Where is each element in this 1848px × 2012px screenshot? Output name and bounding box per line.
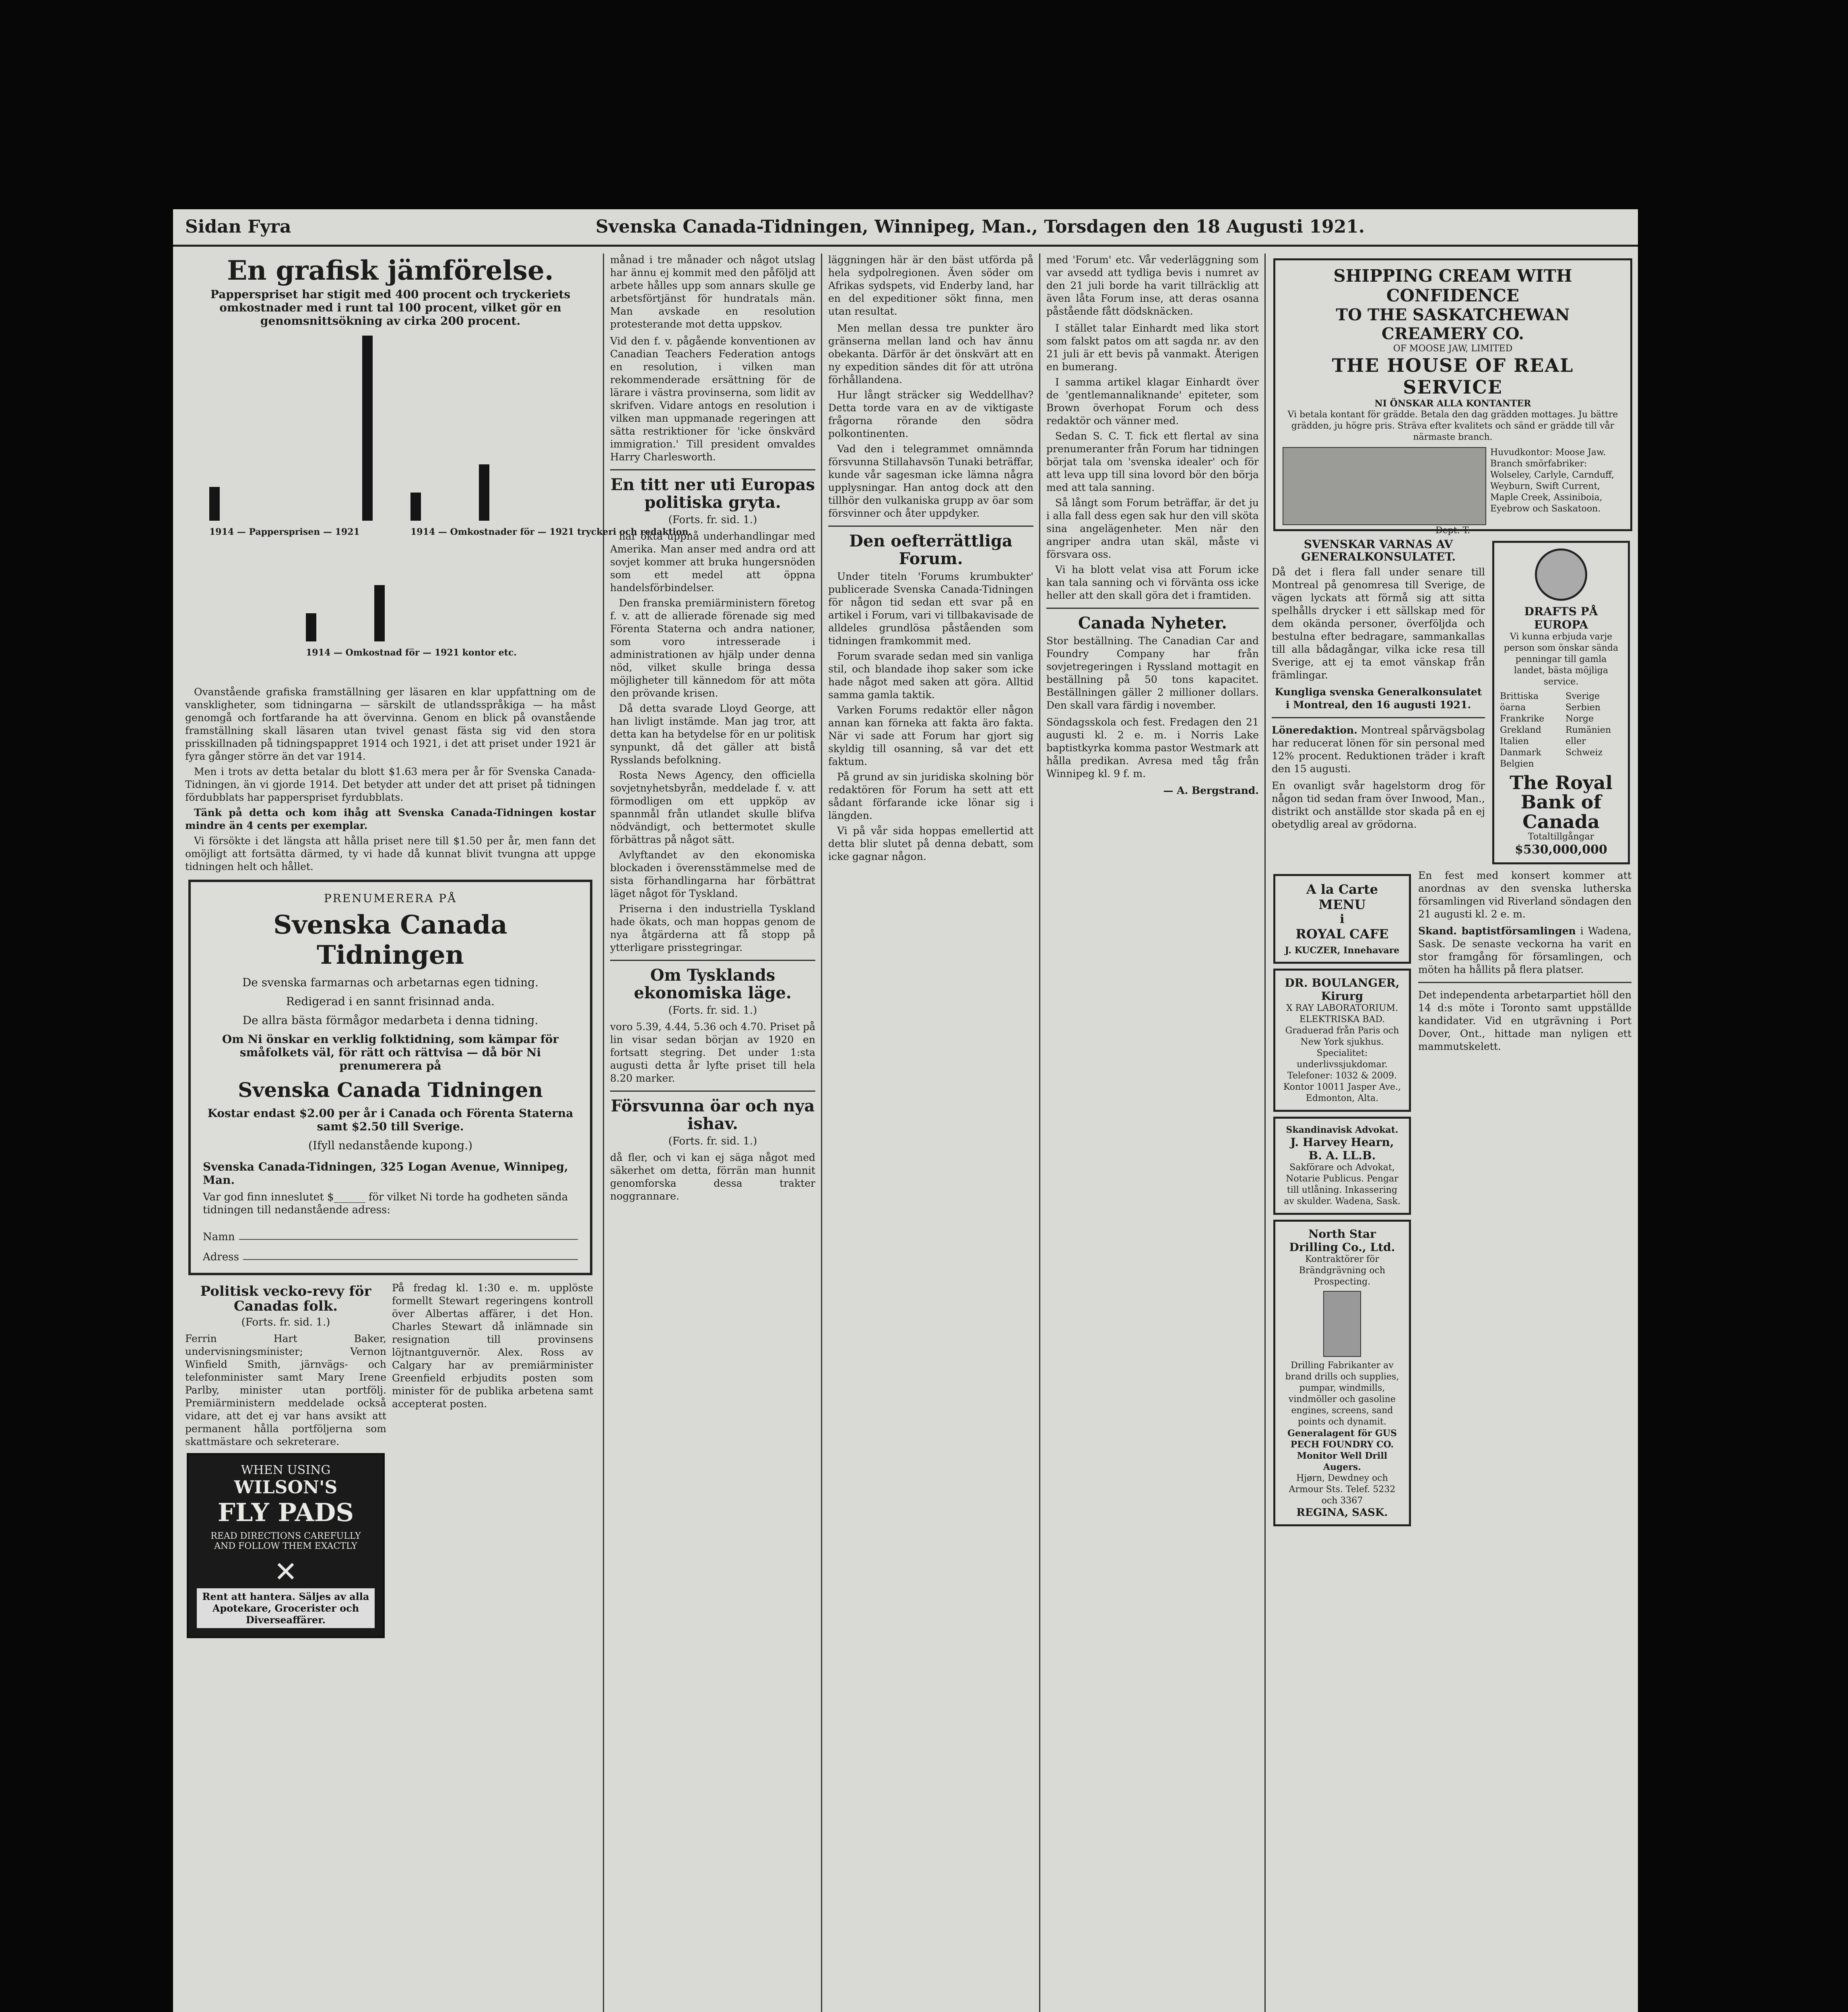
bank-country: Serbien — [1565, 703, 1600, 713]
column-2 — [610, 254, 815, 2012]
subscribe-line: Redigerad i en sannt frisinnad anda. — [286, 994, 495, 1008]
bank-text: Vi kunna erbjuda varje person som önskar sända penningar till gamla landet, bästa möjliga service. — [1504, 632, 1619, 687]
baptist-head: Skand. baptistförsamlingen — [1418, 925, 1576, 937]
lawyer-ad — [1273, 1117, 1411, 1215]
warning-body: Då det i flera fall under senare till Montreal på genomresa till Sverige, de vägen lyckats att förmå sig att sitta spelhålls drycker i ett sällskap med för dem okända personer, överföljda och bestulna efter bedragare, sammankallas till alla bådagångar, vilka icke resa till Sverige, att ej ta emot vänskap från främlingar. — [1272, 566, 1485, 681]
forum-body — [828, 570, 1033, 863]
creamery-line: Vi betala kontant för grädde. Betala den dag grädden mottages. Ju bättre grädden, ju högre pris. Sträva efter kvalitets och sänd er grädde till vår närmaste branch. — [1287, 410, 1618, 442]
subscribe-line: De allra bästa förmågor medarbeta i denna tidning. — [242, 1013, 538, 1027]
chart-bar — [362, 336, 373, 521]
creamery-line: OF MOOSE JAW, LIMITED — [1393, 344, 1513, 354]
flypads-directions: READ DIRECTIONS CAREFULLY AND FOLLOW THEM EXACTLY — [210, 1531, 361, 1552]
paragraph: I stället talar Einhardt med lika stort som falskt patos om att sagda nr. av den 21 juli är ett bevis på vanmakt. Återigen en bumerang. — [1046, 322, 1259, 373]
flypads-ad — [187, 1453, 385, 1638]
royal-bank-ad — [1492, 541, 1630, 864]
chart-bar — [374, 585, 385, 641]
page-label: Sidan Fyra — [185, 216, 291, 237]
subscribe-address: Svenska Canada-Tidningen, 325 Logan Avenue, Winnipeg, Man. — [203, 1160, 568, 1187]
fly-icon: ✕ — [274, 1555, 298, 1589]
cafe-line: i — [1340, 912, 1345, 926]
subscribe-kicker: PRENUMERERA PÅ — [324, 891, 457, 905]
north-star-line: Hjørn, Dewdney och Armour Sts. Telef. 5232 och 3367 — [1289, 1473, 1396, 1506]
column-rule — [1264, 254, 1266, 2012]
bank-assets: $530,000,000 — [1515, 842, 1607, 857]
chart-bar — [410, 493, 421, 521]
cafe-line: A la Carte — [1306, 881, 1378, 897]
doctor-line: X RAY LABORATORIUM. ELEKTRISKA BAD. — [1286, 1003, 1398, 1025]
paragraph: Forum svarade sedan med sin vanliga stil, och blandade ihop saker som icke hade något med saken att göra. Alltid samma gamla taktik. — [828, 650, 1033, 701]
creamery-slogan: THE HOUSE OF REAL SERVICE — [1332, 355, 1574, 398]
bank-country: Frankrike — [1500, 714, 1545, 724]
paragraph: Varken Forums redaktör eller någon annan kan förneka att fakta äro fakta. När vi sade att Forum har gjort sig skyldig till osanning, så var det ett faktum. — [828, 704, 1033, 767]
chart-bar — [479, 464, 489, 521]
bank-country: Danmark — [1500, 748, 1541, 758]
bank-country: eller Schweiz — [1565, 736, 1603, 758]
subscribe-title-2: Svenska Canada Tidningen — [238, 1078, 543, 1102]
column-rule — [603, 254, 604, 2012]
europe-body — [610, 530, 815, 954]
paragraph: Då detta svarade Lloyd George, att han livligt instämde. Man jag tror, att detta kan ha betydelse för en ur politisk synpunkt, då det gäller att bistå Rysslands befolkning. — [610, 703, 815, 766]
lawyer-line: Sakförare och Advokat, Notarie Publicus. Pengar till utlåning. Inkassering av skulder. Wadena, Sask. — [1284, 1162, 1400, 1206]
cafe-ad — [1273, 874, 1411, 964]
paragraph: Vad den i telegrammet omnämnda försvunna Stillahavsön Tunaki beträffar, kunde vår sagesman icke lämna några upplysningar. Han antog dock att den tillhör den vulkaniska grupp av öar som försvinner och åter uppdyker. — [828, 443, 1033, 519]
revy-sub: (Forts. fr. sid. 1.) — [241, 1316, 330, 1329]
paragraph: Tänk på detta och kom ihåg att Svenska Canada-Tidningen kostar mindre än 4 cents per exemplar. — [185, 806, 596, 831]
paragraph: På grund av sin juridiska skolning bör redaktören för Forum ha sett att ett sådant förfarande icke lönar sig i längden. — [828, 771, 1033, 821]
canada-news-body: Stor beställning. The Canadian Car and Foundry Company har från sovjetregeringen i Ryssland mottagit en beställning på 50 tons kapacitet. Beställningen gäller 2 millioner dollars. Den skall vara färdig i november. — [1046, 635, 1259, 711]
article-body — [185, 686, 596, 873]
address-label: Adress — [203, 1251, 239, 1263]
bank-country: Italien — [1500, 736, 1529, 746]
paragraph: Vi på vår sida hoppas emellertid att detta blir slutet på denna debatt, som icke gagnar någon. — [828, 825, 1033, 862]
germany-headline: Om Tysklands ekonomiska läge. — [634, 966, 792, 1002]
article-subhead: Papperspriset har stigit med 400 procent och tryckeriets omkostnader med i runt tal 100 procent, vilket gör en genomsnittsökning av cirka 200 procent. — [210, 287, 571, 328]
canada-news-body: Söndagsskola och fest. Fredagen den 21 augusti kl. 2 e. m. i Norris Lake baptistkyrka komma pastor Westmark att hålla predikan. Avresa med tåg från Winnipeg kl. 9 f. m. — [1046, 716, 1259, 779]
islands-headline: Försvunna öar och nya ishav. — [610, 1097, 815, 1133]
chart-svg — [185, 332, 692, 686]
flypads-tagline: Rent att hantera. Säljes av alla Apotekare, Grocerister och Diverseaffärer. — [197, 1588, 375, 1628]
chart-group-label: 1914 — Pappersprisen — 1921 — [209, 526, 360, 537]
article-headline: En grafisk jämförelse. — [227, 255, 554, 286]
address-field[interactable] — [243, 1246, 578, 1260]
paragraph: Vid den f. v. pågående konventionen av Canadian Teachers Federation antogs en resolution, i vilken man rekommenderade ersättning för de lärare i västra provinserna, som lidit av skrifven. Vidare antogs en resolution i vilken man uppmanade regeringen att sätta restriktioner för 'icke önskvärd immigration.' Till president omvaldes Harry Charlesworth. — [610, 335, 815, 463]
bank-assets-label: Totaltillgångar — [1528, 831, 1594, 842]
signature: — A. Bergstrand. — [1163, 785, 1259, 796]
creamery-line: TO THE SASKATCHEWAN CREAMERY CO. — [1336, 305, 1570, 343]
bar-chart — [185, 332, 692, 686]
page-header — [173, 209, 1638, 247]
north-star-line: Generalagent för GUS PECH FOUNDRY CO. Monitor Well Drill Augers. — [1287, 1428, 1397, 1472]
subscribe-line: Om Ni önskar en verklig folktidning, som kämpar för småfolkets väl, för rätt och rättvisa — då bör Ni prenumerera på — [222, 1032, 559, 1072]
paragraph: Hur långt sträcker sig Weddellhav? Detta torde vara en av de viktigaste frågorna rörande den södra polkontinenten. — [828, 389, 1033, 439]
forum-headline: Den oefterrättliga Forum. — [849, 532, 1013, 568]
column-1 — [185, 254, 692, 2012]
chart-group-label: 1914 — Omkostnader för — 1921 tryckeri och redaktion. — [410, 526, 692, 537]
subscribe-line: De svenska farmarnas och arbetarnas egen tidning. — [242, 975, 539, 989]
bank-seal-icon — [1535, 548, 1587, 601]
bottom-body: Det independenta arbetarpartiet höll den 14 d:s möte i Toronto samt uppställde kandidater. Vid en utgrävning i Port Dover, Ont., hittade man nyligen ett mammutskelett. — [1418, 989, 1631, 1052]
paragraph: I samma artikel klagar Einhardt över de 'gentlemannaliknande' epiteter, som Brown överhopat Forum och dess redaktör och vänner med. — [1046, 376, 1259, 427]
canada-news-headline: Canada Nyheter. — [1078, 614, 1227, 633]
subscribe-box — [188, 880, 592, 1275]
bank-country: Belgien — [1500, 759, 1534, 769]
baptist-body — [1418, 925, 1631, 976]
subscribe-order: Var god finn inneslutet $______ för vilket Ni torde ha godheten sända tidningen till nedanstående adress: — [203, 1191, 568, 1216]
revy-headline: Politisk vecko-revy för Canadas folk. — [200, 1283, 371, 1314]
column-rule — [821, 254, 822, 2012]
creamery-line: SHIPPING CREAM WITH CONFIDENCE — [1333, 266, 1572, 305]
north-star-name: North Star Drilling Co., Ltd. — [1289, 1227, 1395, 1254]
paragraph: med 'Forum' etc. Vår vederläggning som var avsedd att tydliga bevis i numret av den 21 juli borde ha varit tillräcklig att även låta Forum inse, att deras osanna påstående fått dödsknäcken. — [1046, 254, 1259, 317]
bank-country: Grekland — [1500, 725, 1541, 735]
north-star-ad — [1273, 1220, 1411, 1526]
paragraph: Sedan S. C. T. fick ett flertal av sina prenumeranter från Forum har tidningen börjat tala om 'svenska idealer' och för att leva upp till sina lovord bör den börja med att tala sanning. — [1046, 430, 1259, 493]
paragraph: Vi ha blott velat visa att Forum icke kan tala sanning och vi förvänta oss icke heller att den skall göra det i framtiden. — [1046, 564, 1259, 601]
creamery-dept: Dept. T. — [1435, 526, 1470, 536]
paragraph: Ovanstående grafiska framställning ger läsaren en klar uppfattning om de vanskligheter, som tidningarna — särskilt de utlandsspråkiga — ha måst genomgå och fortfarande ha att övervinna. Genom en blick på ovanstående framställning skall läsaren utan tvivel genast fästa sig vid den stora prisskillnaden på tidningspappret 1914 och 1921, i det att priset under 1921 är fyra gånger större än det var 1914. — [185, 686, 596, 762]
creamery-line: NI ÖNSKAR ALLA KONTANTER — [1374, 398, 1531, 409]
north-star-city: REGINA, SASK. — [1296, 1506, 1388, 1519]
masthead: Svenska Canada-Tidningen, Winnipeg, Man., Torsdagen den 18 Augusti 1921. — [596, 216, 1365, 237]
north-star-line: Kontraktörer för Brändgrävning och Prospecting. — [1299, 1254, 1386, 1287]
cafe-line: MENU — [1318, 897, 1366, 912]
lawyer-name: J. Harvey Hearn, B. A. LL.B. — [1290, 1135, 1394, 1162]
chart-group-label: 1914 — Omkostnad för — 1921 kontor etc. — [306, 647, 517, 658]
paragraph: månad i tre månader och något utslag har ännu ej kommit med den påföljd att arbete hålles upp som annars skulle ge arbetsförtjänst för hundratals män. Man avskade en resolution protesterande mot detta uppskov. — [610, 254, 815, 330]
lawyer-line: Skandinavisk Advokat. — [1286, 1124, 1398, 1135]
germany-sub: (Forts. fr. sid. 1.) — [668, 1004, 757, 1016]
paragraph: Under titeln 'Forums krumbukter' publicerade Svenska Canada-Tidningen för någon tid sedan ett svar på en artikel i Forum, vari vi tillbakavisade de alldeles grundlösa påståenden som tidningen framkommit med. — [828, 571, 1033, 647]
concert-body: En fest med konsert kommer att anordnas av den svenska lutherska församlingen vid Riverland söndagen den 21 augusti kl. 2 e. m. — [1418, 869, 1631, 920]
polar-body — [828, 322, 1033, 520]
cafe-owner: J. KUCZER, Innehavare — [1285, 945, 1400, 956]
subscribe-title: Svenska Canada Tidningen — [273, 909, 507, 970]
bank-country: Sverige — [1565, 691, 1600, 701]
paragraph: har ökta uppnå underhandlingar med Amerika. Man anser med andra ord att sovjet kommer att bruka hungersnöden som ett medel att öppna handelsförbindelser. — [610, 530, 815, 594]
column-5 — [1272, 254, 1634, 2012]
doctor-name: DR. BOULANGER, Kirurg — [1285, 976, 1400, 1003]
paragraph: Den franska premiärministern företog f. v. att de allierade förenade sig med Förenta Staterna och andra nationer, som voro intresserade i administrationen av hjälp under denna nöd, vilket skulle bringa dessa möjligheter till kännedom för att möta den prövande krisen. — [610, 597, 815, 699]
column-3 — [828, 254, 1033, 2012]
name-field[interactable] — [239, 1226, 578, 1240]
bank-name: The Royal Bank of Canada — [1510, 772, 1613, 833]
flypads-top: WHEN USING — [241, 1463, 331, 1478]
north-star-line: Drilling Fabrikanter av brand drills och supplies, pumpar, windmills, vindmöller och gasoline engines, screens, sand points och dynamit. — [1285, 1360, 1399, 1427]
creamery-branches: Huvudkontor: Moose Jaw. Branch smörfabriker: Wolseley, Carlyle, Carnduff, Weyburn, Swift Current, Maple Creek, Assiniboia, Eyebrow och Saskatoon. — [1490, 447, 1614, 514]
creamery-ad — [1273, 258, 1632, 536]
doctor-ad — [1273, 969, 1411, 1112]
chart-bar — [306, 613, 316, 641]
hail-body: En ovanligt svår hagelstorm drog för någon tid sedan fram över Inwood, Man., distrikt och anställde stor skada på en ej obetydlig areal av grödorna. — [1272, 779, 1485, 830]
paragraph: Rosta News Agency, den officiella sovjetnyhetsbyrån, meddelade f. v. att förmodligen om ett uppköp av spannmål från utlandet skulle blifva nödvändigt, och bettermotet skulle förbättras på något sätt. — [610, 769, 815, 845]
chart-bar — [209, 487, 220, 521]
paragraph: Avlyftandet av den ekonomiska blockaden i överensstämmelse med de sista förhandlingarna har förbättrat läget något för Tyskland. — [610, 849, 815, 899]
cafe-line: ROYAL CAFE — [1295, 926, 1389, 942]
paragraph: läggningen här är den bäst utförda på hela sydpolregionen. Även söder om Afrikas sydspets, vid Enderby land, har en del expeditioner sökt finna, men utan resultat. — [828, 254, 1033, 317]
drill-icon — [1323, 1291, 1361, 1357]
bank-country: Brittiska öarna — [1500, 691, 1539, 713]
newspaper-page — [173, 209, 1638, 2012]
subscribe-price: Kostar endast $2.00 per år i Canada och Förenta Staterna samt $2.50 till Sverige. — [207, 1106, 573, 1133]
paragraph: Så långt som Forum beträffar, är det ju i alla fall dess egen sak hur den vill sköta sina angelägenheter. Men när den angriper andra utan skäl, måste vi försvara oss. — [1046, 497, 1259, 560]
warning-sign: Kungliga svenska Generalkonsulatet i Montreal, den 16 augusti 1921. — [1275, 686, 1482, 711]
bank-country: Norge — [1565, 714, 1594, 724]
wage-body — [1272, 724, 1485, 775]
column-rule — [1039, 254, 1040, 2012]
doctor-line: Graduerad från Paris och New York sjukhus. Specialitet: underlivssjukdomar. Telefoner: 1032 & 2009. Kontor 10011 Jasper Ave., Edmonton, Alta. — [1283, 1025, 1401, 1103]
flypads-name: FLY PADS — [217, 1498, 354, 1528]
forum-continued — [1046, 322, 1259, 602]
bank-countries — [1500, 691, 1622, 770]
germany-body: voro 5.39, 4.44, 5.36 och 4.70. Priset på lin visar sedan början av 1920 en fortsatt stegring. Det under 1:sta augusti detta år lyfte priset till hela 8.20 marker. — [610, 1021, 815, 1084]
paragraph: Men mellan dessa tre punkter äro gränserna mellan land och hav ännu obekanta. Därför är det önskvärt att en ny expedition sändes dit för att utröna förhållandena. — [828, 322, 1033, 385]
islands-sub: (Forts. fr. sid. 1.) — [668, 1135, 757, 1147]
paragraph: Priserna i den industriella Tyskland hade ökats, och man hoppas genom de nya åtgärderna att få stopp på ytterligare prisstegringar. — [610, 903, 815, 953]
bank-country: Rumänien — [1565, 725, 1611, 735]
revy-body: Ferrin Hart Baker, undervisningsminister; Vernon Winfield Smith, järnvägs- och telefonminister samt Mary Irene Parlby, minister utan portfölj. Premiärministern meddelade också vidare, att det ej var hans avsikt att permanent hålla portföljerna som skattmästare och sekreterare. — [185, 1333, 386, 1448]
subscribe-coupon-note: (Ifyll nedanstående kupong.) — [308, 1138, 473, 1152]
wage-text: Montreal spårvägsbolag har reducerat lönen för sin personal med 12% procent. Reduktionen träder i kraft den 15 augusti. — [1272, 724, 1485, 775]
paragraph: Men i trots av detta betalar du blott $1.63 mera per år för Svenska Canada-Tidningen, än vi gjorde 1914. Det betyder att under det att priset på tidningen fördubblats har papperspriset fyrdubblats. — [185, 765, 596, 803]
baptist-text: i Wadena, Sask. De senaste veckorna ha varit en stor framgång för församlingen, och möten ha hållits på flera platser. — [1418, 925, 1631, 975]
fredag-body: På fredag kl. 1:30 e. m. upplöste formellt Stewart regeringens kontroll över Albertas affärer, i det Hon. Charles Stewart då inlämnade sin resignation till provinsens löjtnantguvernör. Alex. Ross av Calgary har av premiärminister Greenfield erbjudits posten som minister för de publika arbetena samt accepterat posten. — [392, 1282, 593, 1410]
column-4 — [1046, 254, 1259, 2012]
wage-head: Löneredaktion. — [1272, 724, 1358, 736]
islands-body: då fler, och vi kan ej säga något med säkerhet om detta, förrän man hunnit genomforska dessa trakter noggrannare. — [610, 1152, 815, 1202]
warning-headline: SVENSKAR VARNAS AV GENERALKONSULATET. — [1301, 538, 1456, 563]
cream-wagon-icon — [1283, 447, 1486, 525]
bank-drafts: DRAFTS PÅ EUROPA — [1524, 605, 1598, 631]
paragraph: Vi försökte i det längsta att hålla priset nere till $1.50 per år, men fann det omöjligt att fortsätta därmed, ty vi hade då kunnat blivit tvungna att uppge tidningen helt och hållet. — [185, 835, 596, 872]
europe-sub: (Forts. fr. sid. 1.) — [668, 514, 757, 526]
europe-headline: En titt ner uti Europas politiska gryta. — [610, 475, 815, 512]
flypads-brand: WILSON'S — [234, 1477, 338, 1498]
name-label: Namn — [203, 1231, 235, 1243]
